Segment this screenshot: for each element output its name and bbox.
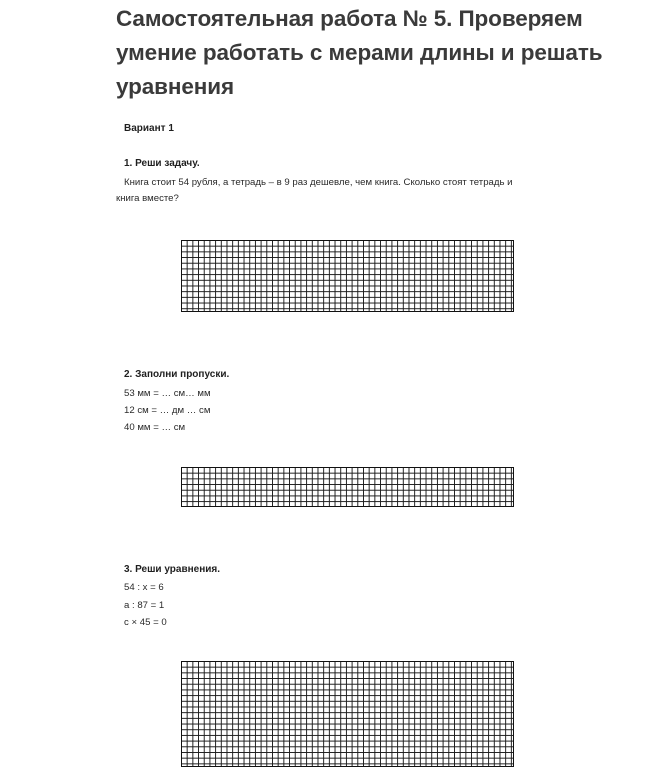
task2-line-1: 53 мм = … см… мм <box>124 388 211 399</box>
task2-line-2: 12 см = … дм … см <box>124 405 211 416</box>
task3-heading: 3. Реши уравнения. <box>124 564 221 575</box>
answer-grid-task3[interactable] <box>181 661 514 767</box>
task3-line-3: с × 45 = 0 <box>124 617 167 628</box>
page-title: Самостоятельная работа № 5. Проверяем умение работать с мерами длины и решать уравнения <box>116 6 603 99</box>
task1-text-line1: Книга стоит 54 рубля, а тетрадь – в 9 раз дешевле, чем книга. Сколько стоят тетрадь и <box>124 177 513 188</box>
task2-heading: 2. Заполни пропуски. <box>124 369 230 380</box>
variant-label: Вариант 1 <box>124 123 174 134</box>
answer-grid-task1[interactable] <box>181 240 514 312</box>
task1-text-line2: книга вместе? <box>116 193 179 204</box>
task3-line-2: а : 87 = 1 <box>124 600 165 611</box>
answer-grid-task2[interactable] <box>181 467 514 507</box>
task2-line-3: 40 мм = … см <box>124 422 186 433</box>
task3-line-1: 54 : х = 6 <box>124 582 164 593</box>
task1-heading: 1. Реши задачу. <box>124 158 200 169</box>
